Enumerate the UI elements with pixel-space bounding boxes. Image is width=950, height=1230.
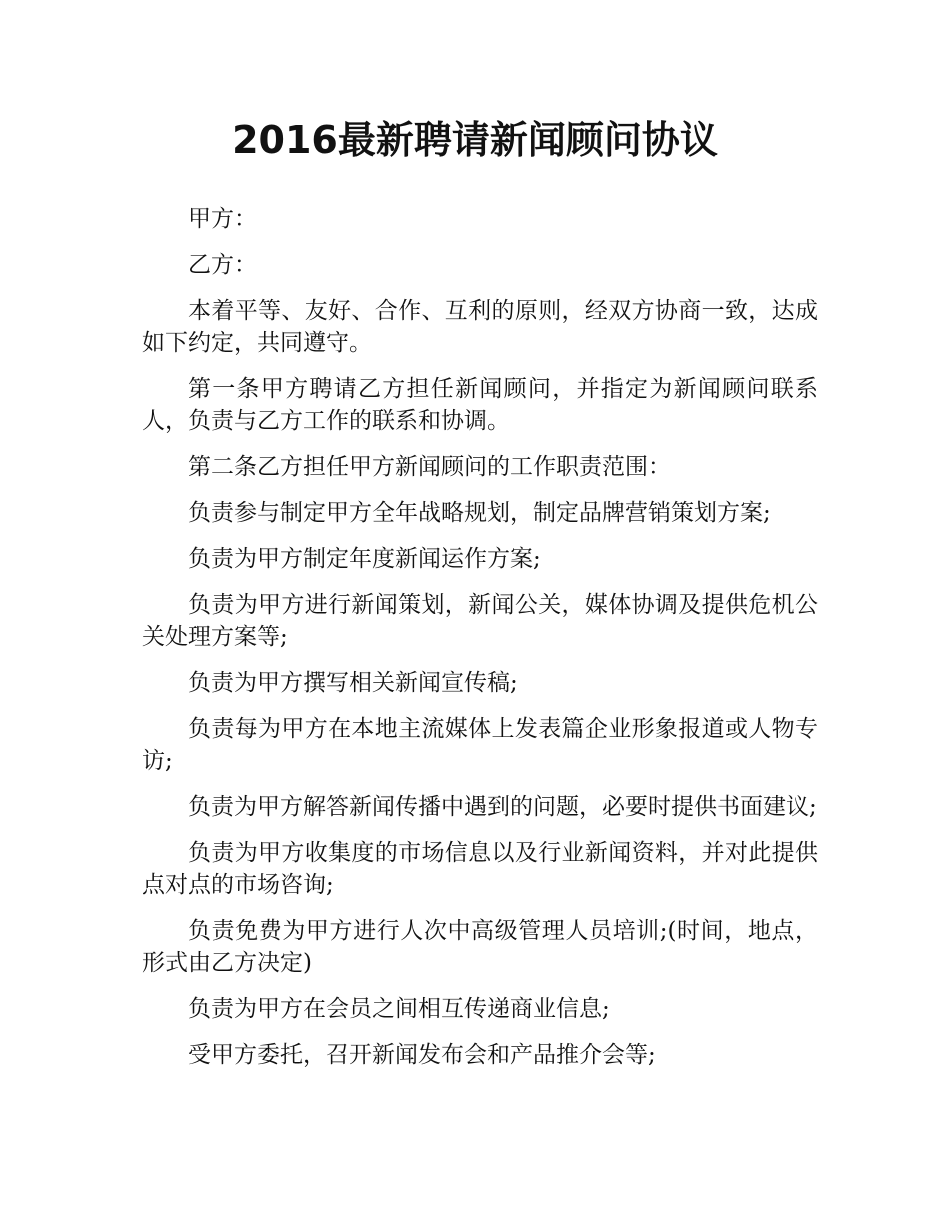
paragraph-article-2: 第二条乙方担任甲方新闻顾问的工作职责范围： xyxy=(188,454,671,480)
paragraph-duty: 受甲方委托，召开新闻发布会和产品推介会等; xyxy=(188,1042,656,1068)
document-body xyxy=(142,203,818,1085)
paragraph-article-1: 第一条甲方聘请乙方担任新闻顾问，并指定为新闻顾问联系人，负责与乙方工作的联系和协调。 xyxy=(142,376,818,434)
paragraph-duty: 负责为甲方制定年度新闻运作方案; xyxy=(188,546,541,572)
paragraph-preamble: 本着平等、友好、合作、互利的原则，经双方协商一致，达成如下约定，共同遵守。 xyxy=(142,298,818,356)
paragraph-duty: 负责为甲方在会员之间相互传递商业信息; xyxy=(188,996,610,1022)
paragraph-party-a: 甲方： xyxy=(188,206,257,232)
paragraph-duty: 负责为甲方收集度的市场信息以及行业新闻资料，并对此提供点对点的市场咨询; xyxy=(142,840,818,898)
paragraph-party-b: 乙方： xyxy=(188,252,257,278)
paragraph-duty: 负责参与制定甲方全年战略规划，制定品牌营销策划方案; xyxy=(188,500,771,526)
paragraph-duty: 负责免费为甲方进行人次中高级管理人员培训;(时间，地点，形式由乙方决定) xyxy=(142,918,818,976)
paragraph-duty: 负责为甲方进行新闻策划，新闻公关，媒体协调及提供危机公关处理方案等; xyxy=(142,592,818,650)
document-title: 2016最新聘请新闻顾问协议 xyxy=(232,118,718,162)
paragraph-duty: 负责为甲方解答新闻传播中遇到的问题，必要时提供书面建议; xyxy=(188,794,817,820)
paragraph-duty: 负责为甲方撰写相关新闻宣传稿; xyxy=(188,670,518,696)
paragraph-duty: 负责每为甲方在本地主流媒体上发表篇企业形象报道或人物专访; xyxy=(142,716,818,774)
